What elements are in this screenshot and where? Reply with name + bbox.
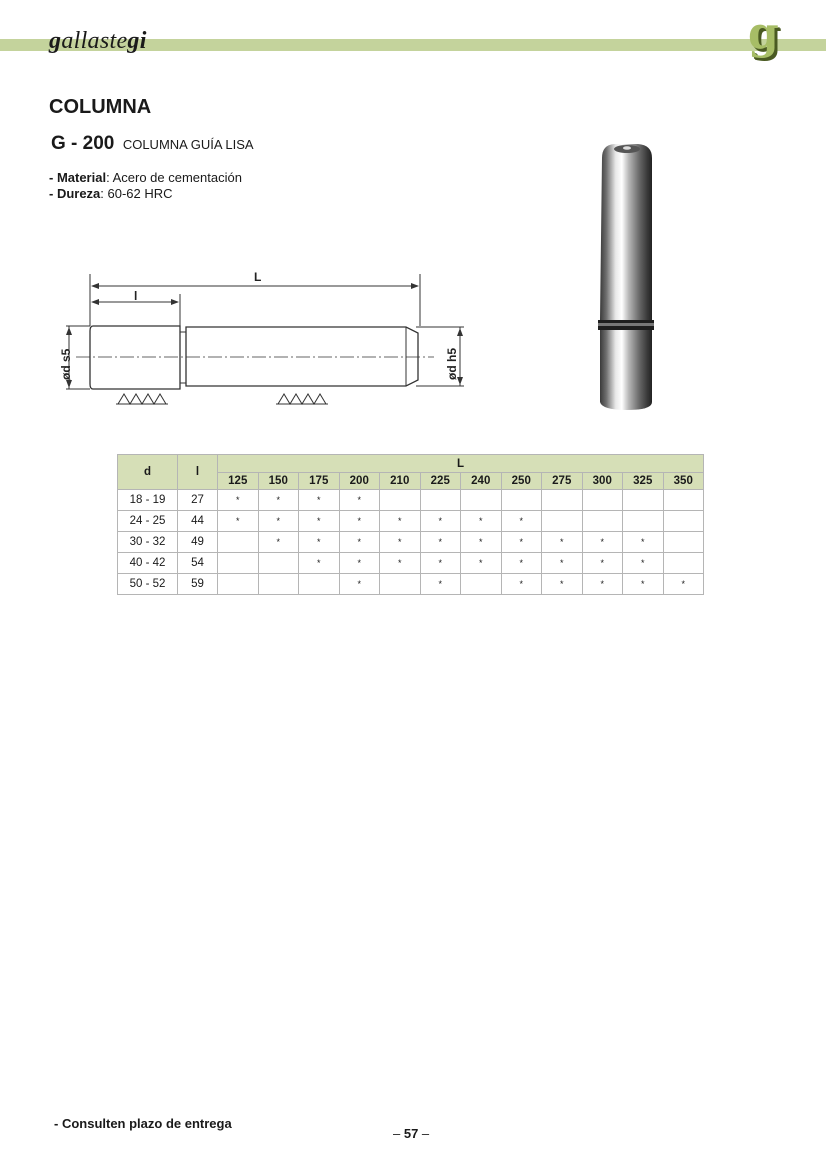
table-header-length: 125: [218, 473, 259, 490]
cell-availability: [258, 574, 299, 595]
table-header-length: 275: [542, 473, 583, 490]
cell-availability: *: [582, 532, 623, 553]
specs-list: [49, 170, 242, 202]
page-number: – 57 –: [393, 1126, 430, 1141]
guide-column-photo: [594, 140, 662, 414]
table-header-d: d: [118, 455, 178, 490]
table-header-length: 225: [420, 473, 461, 490]
cell-availability: *: [380, 553, 421, 574]
cell-availability: *: [501, 532, 542, 553]
cell-availability: *: [461, 553, 502, 574]
cell-availability: [663, 511, 704, 532]
section-title: COLUMNA: [49, 96, 152, 118]
left-diameter-label: ød s5: [59, 348, 73, 380]
cell-availability: [461, 574, 502, 595]
cell-availability: *: [339, 532, 380, 553]
cell-availability: [380, 490, 421, 511]
cell-l: 44: [178, 511, 218, 532]
spec-material: - Material: Acero de cementación: [49, 170, 242, 185]
cell-availability: [218, 532, 259, 553]
brand-wordmark: gallastegi: [49, 28, 147, 54]
cell-availability: *: [582, 574, 623, 595]
table-row: [118, 511, 704, 532]
technical-drawing: [56, 264, 476, 414]
cell-availability: *: [420, 532, 461, 553]
table-body: [118, 490, 704, 595]
cell-availability: *: [218, 490, 259, 511]
dimensions-table: [117, 454, 704, 595]
product-code: G - 200: [51, 133, 115, 154]
cell-availability: [380, 574, 421, 595]
cell-availability: *: [420, 511, 461, 532]
cell-availability: *: [420, 574, 461, 595]
cell-availability: *: [258, 532, 299, 553]
cell-availability: *: [339, 574, 380, 595]
cell-availability: *: [501, 553, 542, 574]
footer-note: - Consulten plazo de entrega: [54, 1116, 232, 1131]
cell-availability: *: [623, 553, 664, 574]
cell-availability: *: [420, 553, 461, 574]
cell-l: 27: [178, 490, 218, 511]
cell-availability: [218, 574, 259, 595]
cell-availability: [420, 490, 461, 511]
cell-availability: *: [339, 490, 380, 511]
cell-availability: [663, 490, 704, 511]
cell-l: 49: [178, 532, 218, 553]
cell-availability: *: [339, 511, 380, 532]
cell-d: 50 - 52: [118, 574, 178, 595]
cell-availability: *: [258, 490, 299, 511]
cell-availability: *: [623, 574, 664, 595]
product-name: COLUMNA GUÍA LISA: [122, 137, 254, 152]
brand-logo-icon: g: [748, 8, 779, 59]
table-header-length: 350: [663, 473, 704, 490]
cell-availability: *: [501, 511, 542, 532]
cell-availability: *: [582, 553, 623, 574]
cell-availability: *: [623, 532, 664, 553]
cell-availability: *: [339, 553, 380, 574]
table-header-length: 150: [258, 473, 299, 490]
table-header-length: 200: [339, 473, 380, 490]
right-diameter-label: ød h5: [445, 348, 459, 380]
cell-availability: *: [461, 532, 502, 553]
cell-availability: *: [218, 511, 259, 532]
cell-availability: *: [299, 532, 340, 553]
spec-hardness: - Dureza: 60-62 HRC: [49, 186, 173, 201]
cell-availability: [258, 553, 299, 574]
table-row: [118, 490, 704, 511]
product-heading: [51, 133, 254, 155]
cell-availability: [623, 490, 664, 511]
table-header-length: 300: [582, 473, 623, 490]
table-header-L: L: [218, 455, 704, 473]
cell-availability: *: [299, 511, 340, 532]
cell-availability: *: [542, 574, 583, 595]
table-header-length: 325: [623, 473, 664, 490]
cell-availability: *: [299, 490, 340, 511]
cell-availability: [218, 553, 259, 574]
cell-availability: [461, 490, 502, 511]
cell-availability: *: [299, 553, 340, 574]
cell-availability: *: [501, 574, 542, 595]
cell-availability: [663, 532, 704, 553]
cell-l: 54: [178, 553, 218, 574]
cell-availability: [663, 553, 704, 574]
table-header-row: [118, 455, 704, 473]
cell-availability: *: [380, 511, 421, 532]
table-row: [118, 553, 704, 574]
cell-availability: *: [542, 553, 583, 574]
cell-availability: [299, 574, 340, 595]
cell-availability: *: [461, 511, 502, 532]
cell-availability: [501, 490, 542, 511]
cell-availability: [542, 511, 583, 532]
table-header-length: 210: [380, 473, 421, 490]
dimension-L-label: L: [254, 270, 262, 284]
table-header-length: 250: [501, 473, 542, 490]
cell-d: 30 - 32: [118, 532, 178, 553]
cell-availability: [582, 490, 623, 511]
table-row: [118, 532, 704, 553]
cell-d: 24 - 25: [118, 511, 178, 532]
table-header-length: 240: [461, 473, 502, 490]
table-row: [118, 574, 704, 595]
cell-availability: *: [542, 532, 583, 553]
cell-availability: *: [258, 511, 299, 532]
cell-d: 40 - 42: [118, 553, 178, 574]
cell-availability: [542, 490, 583, 511]
dimension-l-label: l: [134, 289, 138, 303]
cell-availability: *: [663, 574, 704, 595]
cell-availability: *: [380, 532, 421, 553]
cell-l: 59: [178, 574, 218, 595]
cell-availability: [582, 511, 623, 532]
table-header-length: 175: [299, 473, 340, 490]
cell-availability: [623, 511, 664, 532]
cell-d: 18 - 19: [118, 490, 178, 511]
table-header-l: l: [178, 455, 218, 490]
